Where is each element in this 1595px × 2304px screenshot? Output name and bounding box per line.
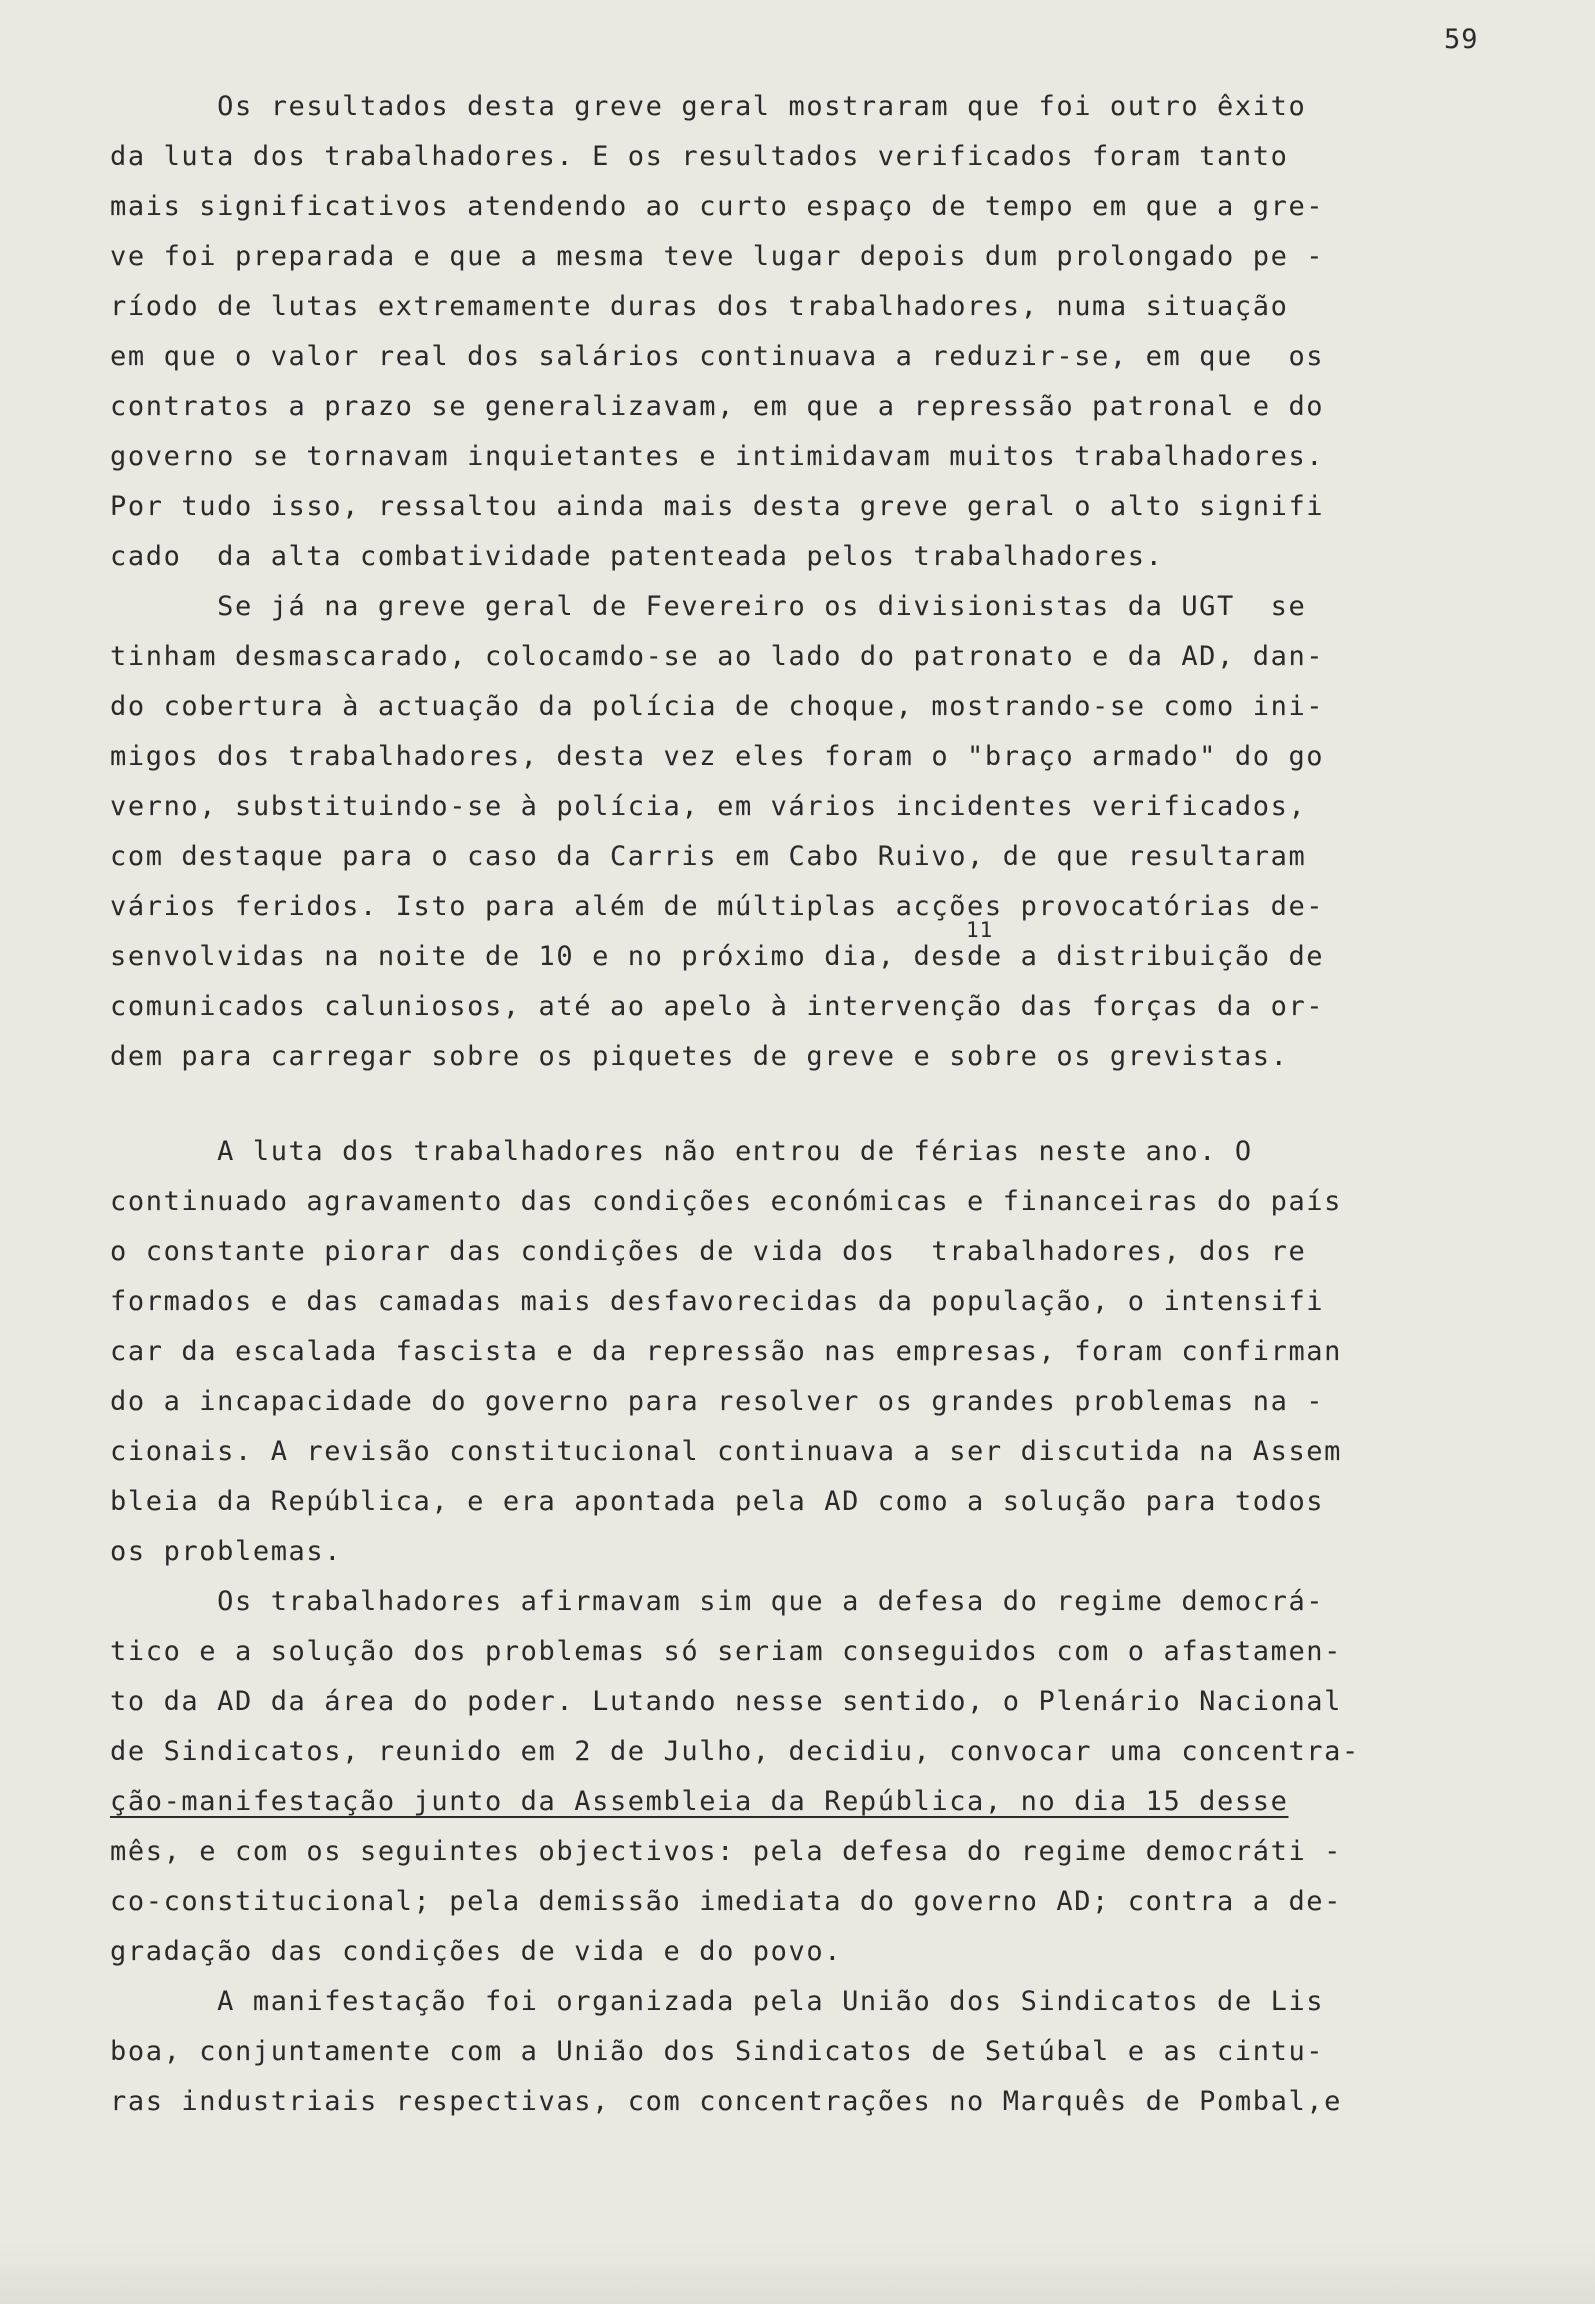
footnote-mark: 11 [966, 918, 994, 942]
text-line: do cobertura à actuação da polícia de choque, mostrando-se como ini- [110, 691, 1325, 722]
text-line: verno, substituindo-se à polícia, em vários incidentes verificados, [110, 791, 1307, 822]
text-line: cionais. A revisão constitucional continuava a ser discutida na Assem [110, 1436, 1343, 1467]
text-line: mais significativos atendendo ao curto espaço de tempo em que a gre- [110, 191, 1325, 222]
text-line-underlined: ção-manifestação junto da Assembleia da República, no dia 15 desse [110, 1786, 1289, 1817]
paragraph-5 [110, 1977, 1490, 2127]
paragraph-2 [110, 582, 1490, 1082]
text-line: co-constitucional; pela demissão imediata do governo AD; contra a de- [110, 1886, 1343, 1917]
text-line: dem para carregar sobre os piquetes de greve e sobre os grevistas. [110, 1041, 1289, 1072]
text-line: to da AD da área do poder. Lutando nesse sentido, o Plenário Nacional [110, 1686, 1343, 1717]
text-line: do a incapacidade do governo para resolver os grandes problemas na - [110, 1386, 1325, 1417]
text-line: A luta dos trabalhadores não entrou de férias neste ano. O [110, 1136, 1253, 1167]
text-line: comunicados caluniosos, até ao apelo à intervenção das forças da or- [110, 991, 1325, 1022]
text-line: mês, e com os seguintes objectivos: pela defesa do regime democráti - [110, 1836, 1343, 1867]
text-line: de Sindicatos, reunido em 2 de Julho, decidiu, convocar uma concentra- [110, 1736, 1360, 1767]
text-line: boa, conjuntamente com a União dos Sindicatos de Setúbal e as cintu- [110, 2036, 1325, 2067]
paragraph-1 [110, 82, 1490, 582]
text-line: migos dos trabalhadores, desta vez eles foram o "braço armado" do go [110, 741, 1325, 772]
text-line: continuado agravamento das condições económicas e financeiras do país [110, 1186, 1343, 1217]
text-line: Os resultados desta greve geral mostraram que foi outro êxito [110, 91, 1307, 122]
text-line: Os trabalhadores afirmavam sim que a defesa do regime democrá- [110, 1586, 1325, 1617]
text-line: da luta dos trabalhadores. E os resultados verificados foram tanto [110, 141, 1289, 172]
page-edge-shadow [0, 2244, 1595, 2304]
text-line: os problemas. [110, 1536, 343, 1567]
paragraph-3 [110, 1127, 1490, 1577]
text-line: tinham desmascarado, colocamdo-se ao lado do patronato e da AD, dan- [110, 641, 1325, 672]
text-line: A manifestação foi organizada pela União dos Sindicatos de Lis [110, 1986, 1325, 2017]
text-line: ras industriais respectivas, com concentrações no Marquês de Pombal,e [110, 2086, 1343, 2117]
text-line: senvolvidas na noite de 10 e no próximo dia, desde a distribuição de [110, 941, 1325, 972]
text-line: car da escalada fascista e da repressão nas empresas, foram confirman [110, 1336, 1343, 1367]
text-line: ve foi preparada e que a mesma teve lugar depois dum prolongado pe - [110, 241, 1325, 272]
text-line: Por tudo isso, ressaltou ainda mais desta greve geral o alto signifi [110, 491, 1325, 522]
paragraph-4 [110, 1577, 1490, 1977]
text-line: em que o valor real dos salários continuava a reduzir-se, em que os [110, 341, 1325, 372]
page-number: 59 [1444, 24, 1479, 55]
text-line: ríodo de lutas extremamente duras dos trabalhadores, numa situação [110, 291, 1289, 322]
document-body [110, 82, 1490, 2127]
text-line: tico e a solução dos problemas só seriam conseguidos com o afastamen- [110, 1636, 1343, 1667]
text-line: cado da alta combatividade patenteada pelos trabalhadores. [110, 541, 1164, 572]
text-line: com destaque para o caso da Carris em Cabo Ruivo, de que resultaram [110, 841, 1307, 872]
text-line: formados e das camadas mais desfavorecidas da população, o intensifi [110, 1286, 1325, 1317]
text-line: vários feridos. Isto para além de múltiplas acções provocatórias de- [110, 891, 1325, 922]
text-line: bleia da República, e era apontada pela AD como a solução para todos [110, 1486, 1325, 1517]
text-line: Se já na greve geral de Fevereiro os divisionistas da UGT se [110, 591, 1307, 622]
text-line: o constante piorar das condições de vida dos trabalhadores, dos re [110, 1236, 1307, 1267]
text-line: governo se tornavam inquietantes e intimidavam muitos trabalhadores. [110, 441, 1325, 472]
text-line: gradação das condições de vida e do povo. [110, 1936, 843, 1967]
text-line: contratos a prazo se generalizavam, em que a repressão patronal e do [110, 391, 1325, 422]
